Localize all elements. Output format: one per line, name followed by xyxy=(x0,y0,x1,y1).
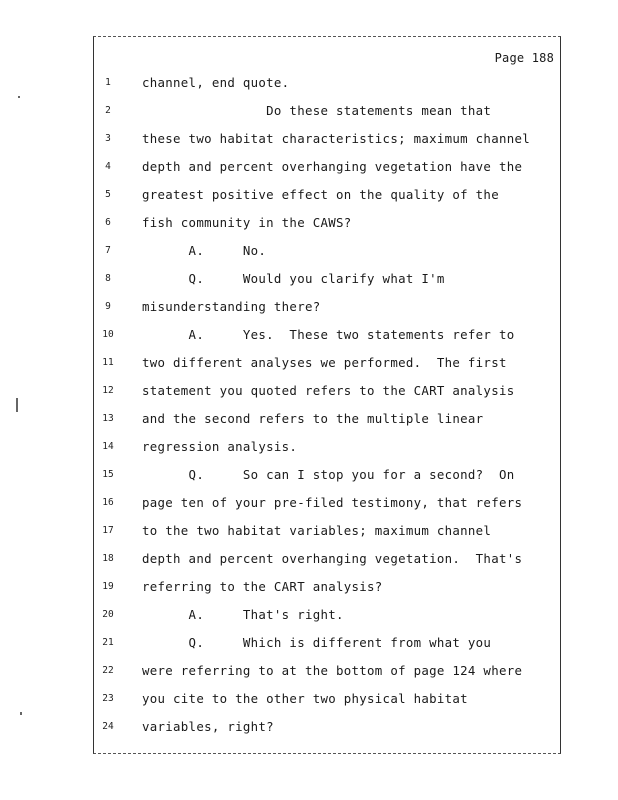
transcript-page xyxy=(93,36,561,754)
line-number: 8 xyxy=(105,273,111,284)
transcript-line: referring to the CART analysis? xyxy=(142,579,383,594)
line-number: 16 xyxy=(102,497,114,508)
transcript-line: greatest positive effect on the quality of the xyxy=(142,187,499,202)
transcript-line: Q. Which is different from what you xyxy=(142,635,492,650)
transcript-line: A. That's right. xyxy=(142,607,344,622)
line-number: 17 xyxy=(102,525,114,536)
line-number: 9 xyxy=(105,301,111,312)
transcript-line: page ten of your pre-filed testimony, that refers xyxy=(142,495,523,510)
line-number: 21 xyxy=(102,637,114,648)
line-number: 14 xyxy=(102,441,114,452)
line-number: 3 xyxy=(105,133,111,144)
line-number: 18 xyxy=(102,553,114,564)
line-number: 13 xyxy=(102,413,114,424)
transcript-line: Q. Would you clarify what I'm xyxy=(142,271,445,286)
line-number: 11 xyxy=(102,357,114,368)
transcript-line: A. Yes. These two statements refer to xyxy=(142,327,515,342)
transcript-line: two different analyses we performed. The first xyxy=(142,355,507,370)
transcript-line: Q. So can I stop you for a second? On xyxy=(142,467,515,482)
line-number: 19 xyxy=(102,581,114,592)
transcript-line: depth and percent overhanging vegetation have the xyxy=(142,159,523,174)
transcript-line: you cite to the other two physical habitat xyxy=(142,691,468,706)
line-number: 15 xyxy=(102,469,114,480)
scan-speck xyxy=(18,96,20,98)
transcript-line: to the two habitat variables; maximum channel xyxy=(142,523,492,538)
line-number: 10 xyxy=(102,329,114,340)
transcript-line: Do these statements mean that xyxy=(142,103,492,118)
scan-speck xyxy=(16,398,18,412)
transcript-line: fish community in the CAWS? xyxy=(142,215,352,230)
line-number: 4 xyxy=(105,161,111,172)
transcript-line: regression analysis. xyxy=(142,439,298,454)
scan-speck xyxy=(20,712,22,715)
line-number: 20 xyxy=(102,609,114,620)
line-number: 23 xyxy=(102,693,114,704)
transcript-line: channel, end quote. xyxy=(142,75,290,90)
line-number: 6 xyxy=(105,217,111,228)
line-number: 24 xyxy=(102,721,114,732)
transcript-line: statement you quoted refers to the CART analysis xyxy=(142,383,515,398)
line-number: 12 xyxy=(102,385,114,396)
transcript-line: and the second refers to the multiple linear xyxy=(142,411,484,426)
line-number: 7 xyxy=(105,245,111,256)
transcript-line: depth and percent overhanging vegetation. That's xyxy=(142,551,523,566)
transcript-line: were referring to at the bottom of page 124 where xyxy=(142,663,523,678)
page-number: Page 188 xyxy=(494,51,554,65)
line-number: 5 xyxy=(105,189,111,200)
line-number: 22 xyxy=(102,665,114,676)
transcript-line: A. No. xyxy=(142,243,267,258)
line-number: 2 xyxy=(105,105,111,116)
transcript-line: misunderstanding there? xyxy=(142,299,321,314)
line-number: 1 xyxy=(105,77,111,88)
transcript-line: variables, right? xyxy=(142,719,274,734)
transcript-line: these two habitat characteristics; maximum channel xyxy=(142,131,530,146)
